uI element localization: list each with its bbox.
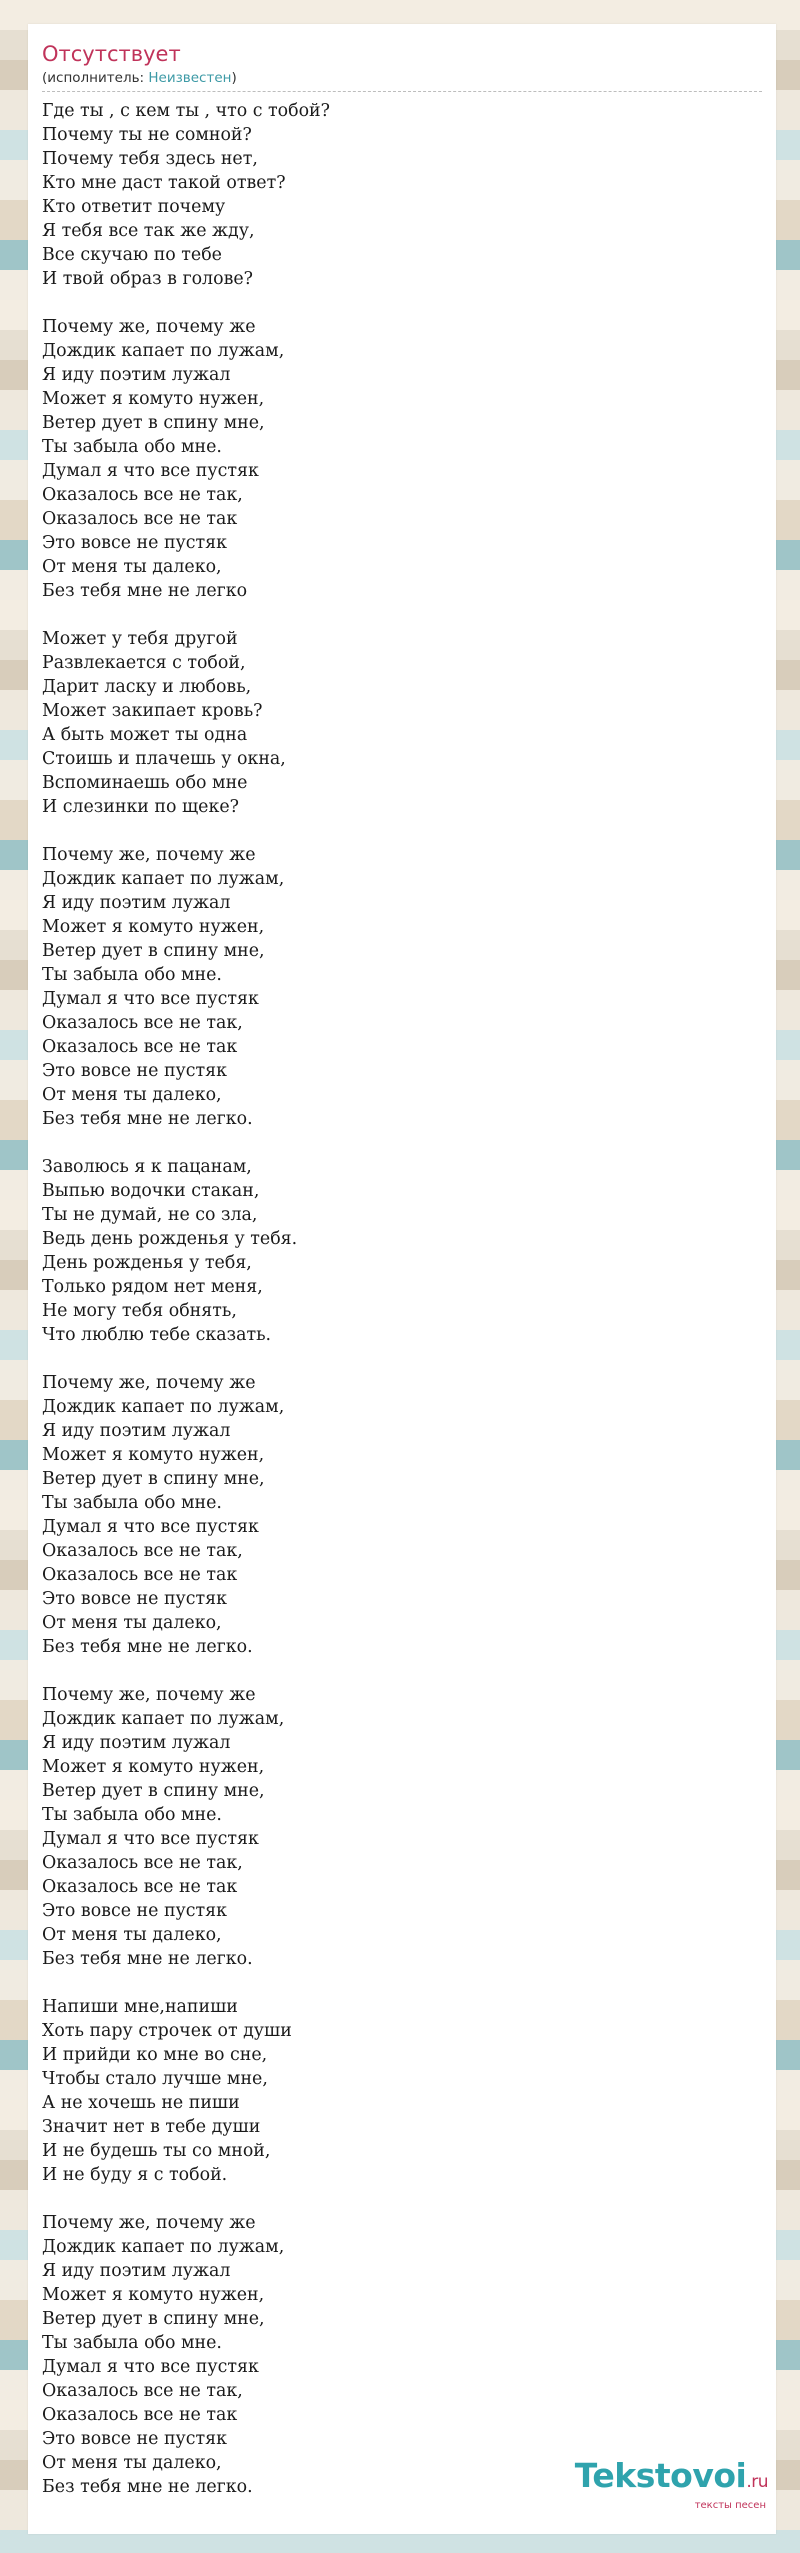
lyrics-line: И твой образ в голове?	[42, 269, 253, 289]
lyrics-line: Почему же, почему же	[42, 1373, 256, 1393]
lyrics-line: Ты забыла обо мне.	[42, 437, 222, 457]
lyrics-line: Почему тебя здесь нет,	[42, 149, 258, 169]
logo-tagline: тексты песен	[694, 2500, 766, 2511]
lyrics-line: Почему ты не сомной?	[42, 125, 252, 145]
lyrics-line: Почему же, почему же	[42, 2213, 256, 2233]
lyrics-line: Оказалось все не так	[42, 1877, 238, 1897]
lyrics-line: И прийди ко мне во сне,	[42, 2045, 268, 2065]
lyrics-line: От меня ты далеко,	[42, 2453, 222, 2473]
lyrics-line: И не буду я с тобой.	[42, 2165, 228, 2185]
lyrics-line: Может я комуто нужен,	[42, 917, 265, 937]
lyrics-line: Думал я что все пустяк	[42, 2357, 259, 2377]
lyrics-line: Оказалось все не так,	[42, 485, 243, 505]
lyrics-stanza	[42, 627, 762, 819]
lyrics-line: Ветер дует в спину мне,	[42, 2309, 265, 2329]
lyrics-line: Я иду поэтим лужал	[42, 1421, 231, 1441]
lyrics-line: Дождик капает по лужам,	[42, 1397, 285, 1417]
lyrics-line: Выпью водочки стакан,	[42, 1181, 260, 1201]
lyrics-line: От меня ты далеко,	[42, 1613, 222, 1633]
logo-name: Tekstovoi	[574, 2456, 747, 2495]
lyrics-stanza	[42, 99, 762, 291]
lyrics-line: Кто ответит почему	[42, 197, 226, 217]
lyrics-stanza	[42, 1683, 762, 1971]
lyrics-line: Ты не думай, не со зла,	[42, 1205, 258, 1225]
logo-wordmark	[575, 2458, 768, 2500]
lyrics-line: Может я комуто нужен,	[42, 389, 265, 409]
lyrics-line: Оказалось все не так	[42, 509, 238, 529]
lyrics-line: Думал я что все пустяк	[42, 1829, 259, 1849]
lyrics-line: Может я комуто нужен,	[42, 1757, 265, 1777]
lyrics-line: От меня ты далеко,	[42, 1085, 222, 1105]
lyrics-line: Ты забыла обо мне.	[42, 965, 222, 985]
site-logo[interactable]	[575, 2458, 768, 2512]
lyrics-line: Может у тебя другой	[42, 629, 238, 649]
lyrics-text	[42, 99, 762, 2523]
lyrics-line: Ты забыла обо мне.	[42, 2333, 222, 2353]
artist-suffix: )	[231, 70, 237, 86]
lyrics-line: Без тебя мне не легко.	[42, 1949, 253, 1969]
lyrics-line: Хоть пару строчек от души	[42, 2021, 292, 2041]
lyrics-line: Думал я что все пустяк	[42, 461, 259, 481]
lyrics-line: Дождик капает по лужам,	[42, 341, 285, 361]
lyrics-line: Я иду поэтим лужал	[42, 2261, 231, 2281]
artist-link[interactable]: Неизвестен	[148, 70, 232, 86]
song-title: Отсутствует	[42, 42, 181, 66]
lyrics-line: И не будешь ты со мной,	[42, 2141, 271, 2161]
lyrics-line: Оказалось все не так	[42, 1037, 238, 1057]
lyrics-line: Значит нет в тебе души	[42, 2117, 261, 2137]
lyrics-line: Стоишь и плачешь у окна,	[42, 749, 286, 769]
lyrics-line: Дождик капает по лужам,	[42, 869, 285, 889]
lyrics-line: Не могу тебя обнять,	[42, 1301, 237, 1321]
lyrics-line: Оказалось все не так,	[42, 2381, 243, 2401]
lyrics-line: А быть может ты одна	[42, 725, 248, 745]
lyrics-line: Может закипает кровь?	[42, 701, 263, 721]
lyrics-line: Дождик капает по лужам,	[42, 2237, 285, 2257]
lyrics-line: Заволюсь я к пацанам,	[42, 1157, 252, 1177]
lyrics-line: Напиши мне,напиши	[42, 1997, 238, 2017]
lyrics-line: Вспоминаешь обо мне	[42, 773, 248, 793]
lyrics-line: Может я комуто нужен,	[42, 1445, 265, 1465]
lyrics-line: Может я комуто нужен,	[42, 2285, 265, 2305]
lyrics-line: От меня ты далеко,	[42, 1925, 222, 1945]
lyrics-line: Я иду поэтим лужал	[42, 1733, 231, 1753]
lyrics-line: Кто мне даст такой ответ?	[42, 173, 286, 193]
lyrics-line: Я тебя все так же жду,	[42, 221, 255, 241]
artist-prefix: (исполнитель:	[42, 70, 149, 86]
lyrics-line: Думал я что все пустяк	[42, 1517, 259, 1537]
lyrics-line: Что люблю тебе сказать.	[42, 1325, 272, 1345]
artist-line	[42, 68, 762, 88]
lyrics-line: Это вовсе не пустяк	[42, 2429, 227, 2449]
lyrics-line: Ветер дует в спину мне,	[42, 941, 265, 961]
lyrics-stanza	[42, 315, 762, 603]
lyrics-line: Без тебя мне не легко	[42, 581, 248, 601]
lyrics-stanza	[42, 1371, 762, 1659]
lyrics-line: И слезинки по щеке?	[42, 797, 239, 817]
lyrics-line: Оказалось все не так,	[42, 1541, 243, 1561]
lyrics-stanza	[42, 1155, 762, 1347]
lyrics-line: Почему же, почему же	[42, 1685, 256, 1705]
lyrics-line: Почему же, почему же	[42, 845, 256, 865]
lyrics-line: Только рядом нет меня,	[42, 1277, 263, 1297]
lyrics-line: Я иду поэтим лужал	[42, 893, 231, 913]
lyrics-line: Без тебя мне не легко.	[42, 1109, 253, 1129]
lyrics-line: Без тебя мне не легко.	[42, 1637, 253, 1657]
lyrics-line: Чтобы стало лучше мне,	[42, 2069, 268, 2089]
lyrics-line: Ветер дует в спину мне,	[42, 413, 265, 433]
lyrics-line: Ты забыла обо мне.	[42, 1805, 222, 1825]
lyrics-line: Где ты , с кем ты , что с тобой?	[42, 101, 330, 121]
lyrics-line: Без тебя мне не легко.	[42, 2477, 253, 2497]
lyrics-card	[28, 24, 776, 2534]
lyrics-line: Думал я что все пустяк	[42, 989, 259, 1009]
lyrics-line: Это вовсе не пустяк	[42, 1901, 227, 1921]
lyrics-line: Дарит ласку и любовь,	[42, 677, 252, 697]
lyrics-line: Оказалось все не так	[42, 2405, 238, 2425]
lyrics-line: Ты забыла обо мне.	[42, 1493, 222, 1513]
lyrics-line: Это вовсе не пустяк	[42, 533, 227, 553]
logo-tld: .ru	[746, 2472, 768, 2492]
lyrics-line: Ветер дует в спину мне,	[42, 1469, 265, 1489]
lyrics-line: Ведь день рожденья у тебя.	[42, 1229, 298, 1249]
lyrics-line: День рожденья у тебя,	[42, 1253, 252, 1273]
lyrics-line: Это вовсе не пустяк	[42, 1061, 227, 1081]
lyrics-stanza	[42, 843, 762, 1131]
lyrics-line: От меня ты далеко,	[42, 557, 222, 577]
lyrics-line: Ветер дует в спину мне,	[42, 1781, 265, 1801]
lyrics-line: Оказалось все не так	[42, 1565, 238, 1585]
lyrics-line: А не хочешь не пиши	[42, 2093, 240, 2113]
lyrics-line: Это вовсе не пустяк	[42, 1589, 227, 1609]
lyrics-stanza	[42, 1995, 762, 2187]
lyrics-line: Все скучаю по тебе	[42, 245, 222, 265]
lyrics-line: Я иду поэтим лужал	[42, 365, 231, 385]
song-header	[42, 40, 762, 92]
lyrics-line: Оказалось все не так,	[42, 1013, 243, 1033]
lyrics-line: Развлекается с тобой,	[42, 653, 246, 673]
lyrics-line: Дождик капает по лужам,	[42, 1709, 285, 1729]
lyrics-line: Почему же, почему же	[42, 317, 256, 337]
lyrics-line: Оказалось все не так,	[42, 1853, 243, 1873]
